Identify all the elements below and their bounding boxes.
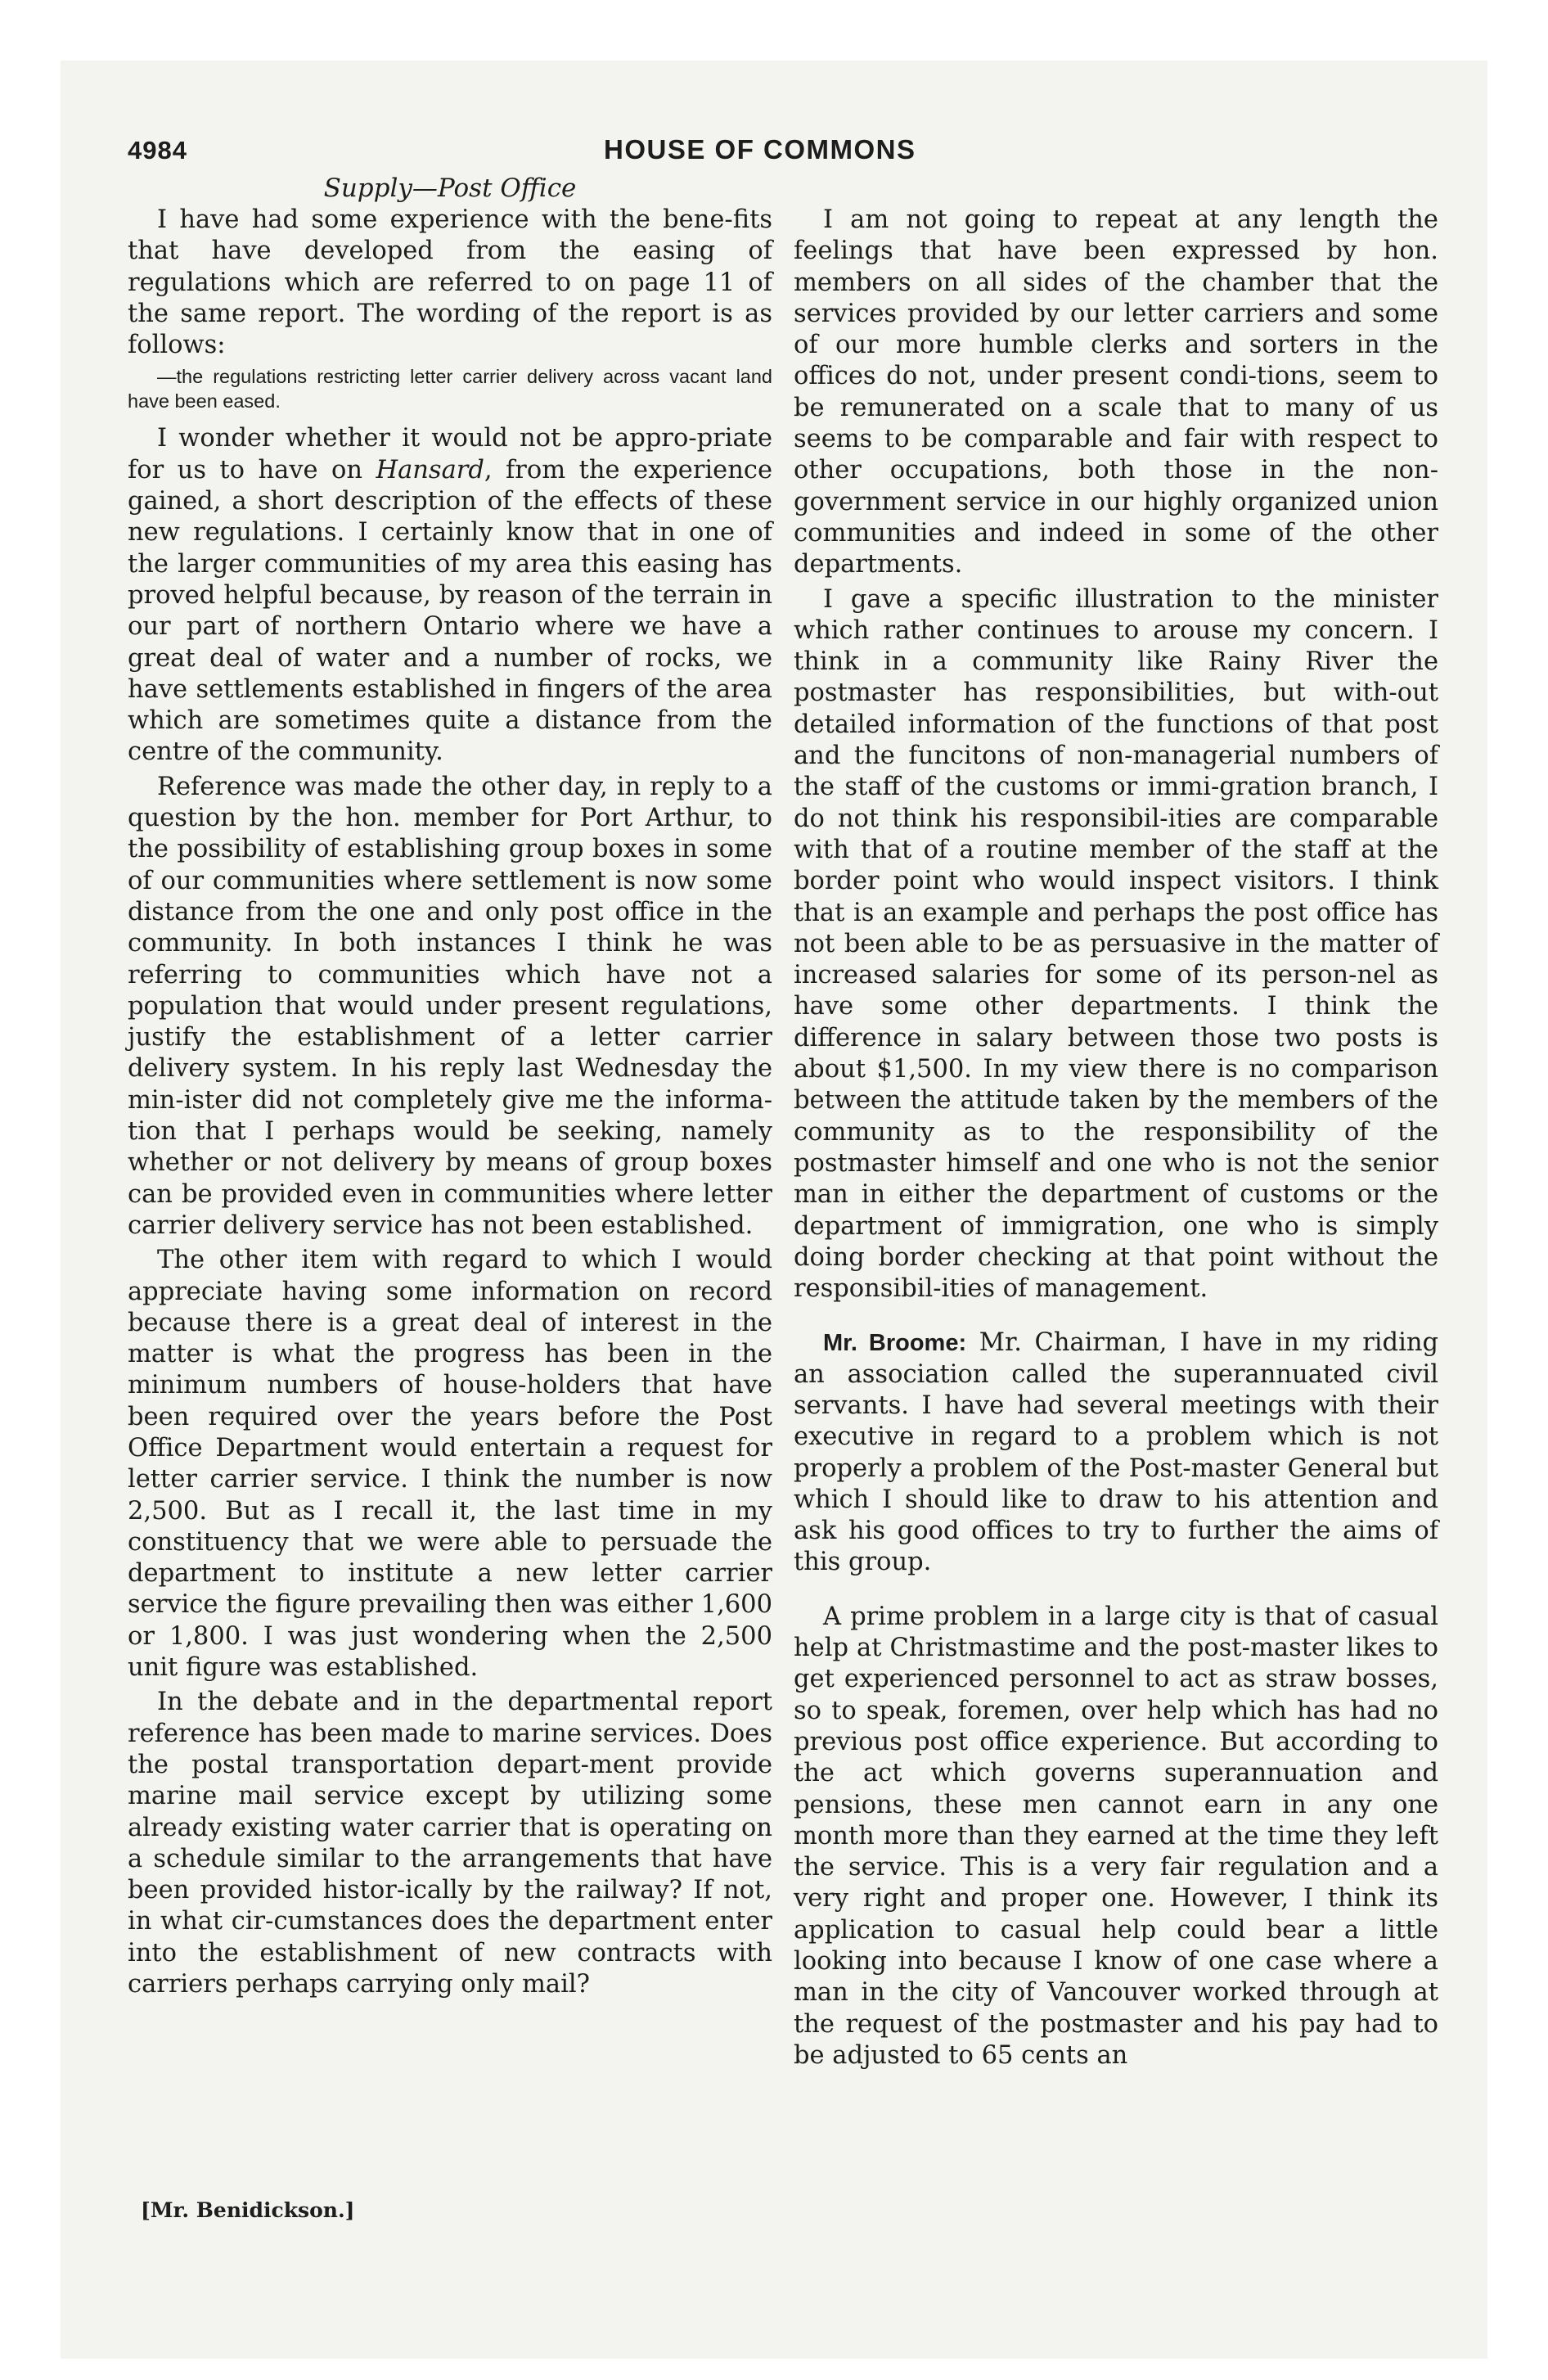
report-quote: —the regulations restricting letter carrier delivery across vacant land have been eased.	[128, 366, 772, 412]
paragraph: Reference was made the other day, in reply to a question by the hon. member for Port Arthur, to the possibility of establishing group boxes in some of our communities where settlement is now some distance from the one and only post office in the community. In both instances I think he was referring to communities which have not a population that would under present regulations, justify the establishment of a letter carrier delivery system. In his reply last Wednesday the min-ister did not completely give me the informa-tion that I perhaps would be seeking, namely whether or not delivery by means of group boxes can be provided even in communities where letter carrier delivery service has not been established.	[128, 772, 772, 1240]
paragraph: In the debate and in the departmental report reference has been made to marine services. Does the postal transportation depart-ment provide marine mail service except by utilizing some already existing water carrier that is operating on a schedule similar to the arrangements that have been provided histor-ically by the railway? If not, in what cir-cumstances does the department enter into the establishment of new contracts with carriers perhaps carrying only mail?	[128, 1688, 772, 1999]
text-run: Mr. Chairman, I have in my riding an association called the superannuated civil servants. I have had several meetings with their executive in regard to a problem which is not properly a problem of the Post-master General but which I should like to draw to his attention and ask his good offices to try to further the aims of this group.	[794, 1328, 1438, 1577]
page-number: 4984	[128, 136, 187, 165]
paragraph	[794, 1327, 1438, 1578]
paragraph	[128, 423, 772, 768]
paragraph: I have had some experience with the bene-fits that have developed from the easing of regulations which are referred to on page 11 of the same report. The wording of the report is as follows:	[128, 205, 772, 360]
speaker-name: Mr. Broome:	[823, 1330, 967, 1357]
left-column	[128, 205, 772, 2004]
paragraph: I am not going to repeat at any length the feelings that have been expressed by hon. members on all sides of the chamber that the services provided by our letter carriers and some of our more humble clerks and sorters in the offices do not, under present condi-tions, seem to be remunerated on a scale that to many of us seems to be comparable and fair with respect to other occupations, both those in the non-government service in our highly organized union communities and indeed in some of the other departments.	[794, 205, 1438, 579]
paragraph: I gave a specific illustration to the minister which rather continues to arouse my concern. I think in a community like Rainy River the postmaster has responsibilities, but with-out detailed information of the functions of that post and the funcitons of non-managerial numbers of the staff of the customs or immi-gration branch, I do not think his responsibil-ities are comparable with that of a routine member of the staff at the border point who would inspect visitors. I think that is an example and perhaps the post office has not been able to be as persuasive in the matter of increased salaries for some of its person-nel as have some other departments. I think the difference in salary between those two posts is about $1,500. In my view there is no comparison between the attitude taken by the members of the community as to the responsibility of the postmaster himself and one who is not the senior man in either the department of customs or the department of immigration, one who is simply doing border checking at that point without the responsibil-ities of management.	[794, 584, 1438, 1304]
text-run: , from the experience gained, a short description of the effects of these new regulations. I certainly know that in one of the larger communities of my area this easing has proved helpful because, by reason of the terrain in our part of northern Ontario where we have a great deal of water and a number of rocks, we have settlements established in fingers of the area which are sometimes quite a distance from the centre of the community.	[128, 455, 772, 767]
paragraph: A prime problem in a large city is that of casual help at Christmastime and the post-master likes to get experienced personnel to act as straw bosses, so to speak, foremen, over help which has had no previous post office experience. But according to the act which governs superannuation and pensions, these men cannot earn in any one month more than they earned at the time they left the service. This is a very fair regulation and a very right and proper one. However, I think its application to casual help could bear a little looking into because I know of one case where a man in the city of Vancouver worked through at the request of the postmaster and his pay had to be adjusted to 65 cents an	[794, 1602, 1438, 2070]
right-column	[794, 205, 1438, 2075]
paragraph: The other item with regard to which I would appreciate having some information on record because there is a great deal of interest in the matter is what the progress has been in the minimum numbers of house-holders that have been required over the years before the Post Office Department would entertain a request for letter carrier service. I think the number is now 2,500. But as I recall it, the last time in my constituency that we were able to persuade the department to institute a new letter carrier service the figure prevailing then was either 1,600 or 1,800. I was just wondering when the 2,500 unit figure was established.	[128, 1246, 772, 1683]
running-head: HOUSE OF COMMONS	[604, 134, 916, 165]
speaker-footer: [Mr. Benidickson.]	[141, 2198, 355, 2222]
section-subhead: Supply—Post Office	[323, 174, 577, 203]
text-run: I wonder whether it would not be appro-priate for us to have on	[128, 424, 772, 485]
hansard-italic: Hansard	[376, 455, 484, 485]
